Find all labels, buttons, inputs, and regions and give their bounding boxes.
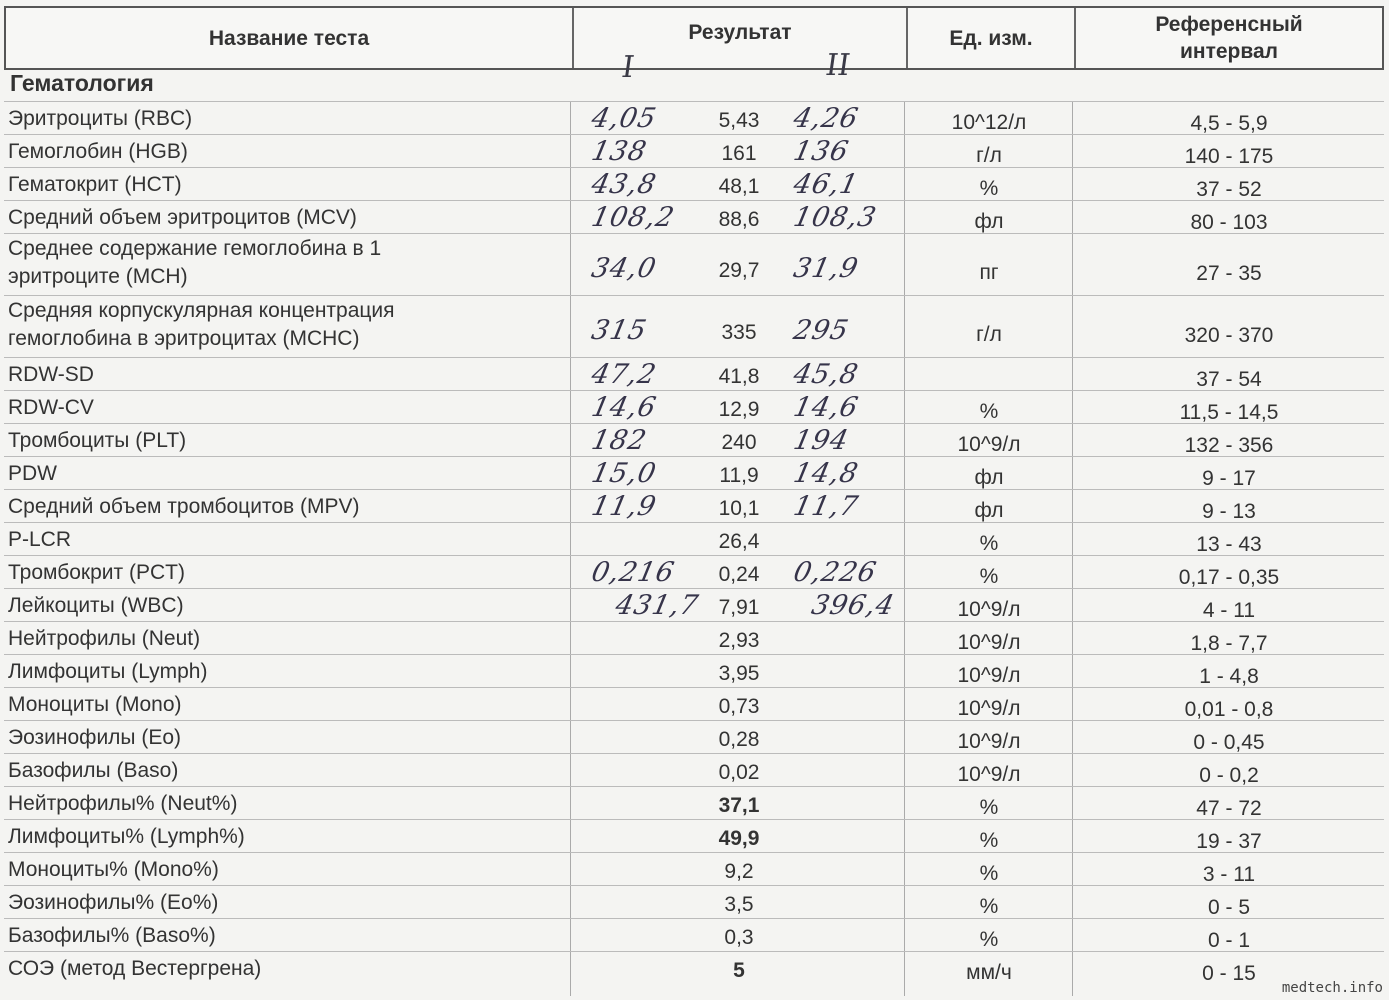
handwritten-column-1-marker: I xyxy=(619,50,637,85)
reference-interval: 19 - 37 xyxy=(1196,830,1262,853)
unit-value: фл xyxy=(974,210,1004,233)
handwritten-result-2: 136 xyxy=(790,136,852,167)
reference-interval: 1,8 - 7,7 xyxy=(1190,632,1268,655)
test-name-line1: Средняя корпускулярная концентрация xyxy=(8,299,395,322)
reference-interval: 0 - 0,2 xyxy=(1199,764,1259,787)
section-title: Гематология xyxy=(10,70,154,96)
reference-interval: 13 - 43 xyxy=(1196,533,1262,556)
test-name-line1: Лимфоциты (Lymph) xyxy=(8,660,208,683)
handwritten-result-1: 47,2 xyxy=(588,359,660,390)
handwritten-result-2: 295 xyxy=(790,315,852,346)
reference-interval: 9 - 17 xyxy=(1202,467,1256,490)
table-header xyxy=(4,6,1384,70)
test-name xyxy=(8,790,237,818)
test-name xyxy=(8,394,94,422)
unit-value: фл xyxy=(974,499,1004,522)
handwritten-result-2: 45,8 xyxy=(790,359,862,390)
unit-value: % xyxy=(979,796,999,819)
table-row xyxy=(4,295,1384,358)
test-name xyxy=(8,526,71,554)
handwritten-result-1: 431,7 xyxy=(612,590,702,621)
test-name-line1: Среднее содержание гемоглобина в 1 xyxy=(8,237,382,260)
unit-value: мм/ч xyxy=(966,961,1012,984)
reference-interval: 320 - 370 xyxy=(1184,324,1274,347)
reference-interval: 11,5 - 14,5 xyxy=(1179,401,1279,424)
test-name-line1: Эозинофилы% (Eo%) xyxy=(8,891,219,914)
unit-value: % xyxy=(979,177,999,200)
handwritten-result-2: 14,8 xyxy=(790,458,862,489)
test-name-line2: гемоглобина в эритроцитах (MCHC) xyxy=(8,327,360,350)
test-name-line1: Гемоглобин (HGB) xyxy=(8,140,188,163)
table-row xyxy=(4,786,1384,820)
test-name-line1: Базофилы% (Baso%) xyxy=(8,924,216,947)
reference-interval: 0,17 - 0,35 xyxy=(1178,566,1280,589)
result-value: 2,93 xyxy=(718,629,760,652)
test-name xyxy=(8,922,216,950)
result-value: 29,7 xyxy=(718,259,760,282)
unit-value: 10^9/л xyxy=(957,664,1021,687)
handwritten-result-1: 11,9 xyxy=(588,491,660,522)
header-test-name: Название теста xyxy=(208,26,370,50)
test-name-line1: Средний объем эритроцитов (MCV) xyxy=(8,206,357,229)
test-name-line1: Лейкоциты (WBC) xyxy=(8,594,184,617)
test-name-line1: Тромбоциты (PLT) xyxy=(8,429,187,452)
unit-value: % xyxy=(979,895,999,918)
result-value: 3,5 xyxy=(724,893,754,916)
table-row xyxy=(4,357,1384,391)
test-name-line1: Моноциты (Mono) xyxy=(8,693,182,716)
header-reference-line1: Референсный xyxy=(1155,13,1303,36)
unit-value: % xyxy=(979,862,999,885)
reference-interval: 37 - 52 xyxy=(1196,178,1262,201)
test-name xyxy=(8,625,200,653)
test-name xyxy=(8,757,178,785)
table-row xyxy=(4,588,1384,622)
reference-interval: 80 - 103 xyxy=(1190,211,1268,234)
reference-interval: 4 - 11 xyxy=(1202,599,1256,622)
result-value: 26,4 xyxy=(718,530,760,553)
table-row xyxy=(4,621,1384,655)
handwritten-result-1: 315 xyxy=(588,315,650,346)
table-row xyxy=(4,423,1384,457)
result-value: 0,73 xyxy=(718,695,760,718)
result-value: 7,91 xyxy=(718,596,760,619)
table-row xyxy=(4,134,1384,168)
result-value: 240 xyxy=(721,431,757,454)
table-row xyxy=(4,852,1384,886)
test-name-line1: Базофилы (Baso) xyxy=(8,759,179,782)
test-name xyxy=(8,823,245,851)
result-value: 88,6 xyxy=(718,208,760,231)
handwritten-result-1: 182 xyxy=(588,425,650,456)
reference-interval: 37 - 54 xyxy=(1196,368,1262,391)
table-row xyxy=(4,687,1384,721)
header-reference-line2: интервал xyxy=(1179,40,1279,63)
unit-value: % xyxy=(979,565,999,588)
test-name xyxy=(8,658,207,686)
reference-interval: 140 - 175 xyxy=(1184,145,1274,168)
test-name xyxy=(8,493,359,521)
table-row xyxy=(4,101,1384,135)
test-name-line2: эритроците (MCH) xyxy=(8,265,188,288)
header-reference xyxy=(1076,8,1382,68)
reference-interval: 1 - 4,8 xyxy=(1199,665,1259,688)
result-value: 11,9 xyxy=(719,464,759,487)
unit-value: 10^9/л xyxy=(957,697,1021,720)
table-row xyxy=(4,885,1384,919)
test-name-line1: СОЭ (метод Вестергрена) xyxy=(8,957,262,980)
test-name xyxy=(8,955,261,983)
result-value: 335 xyxy=(721,321,757,344)
unit-value: 10^9/л xyxy=(957,598,1021,621)
unit-value: % xyxy=(979,400,999,423)
table-row xyxy=(4,390,1384,424)
reference-interval: 132 - 356 xyxy=(1184,434,1274,457)
table-row xyxy=(4,522,1384,556)
result-value: 5 xyxy=(733,959,745,982)
handwritten-result-2: 14,6 xyxy=(790,392,862,423)
table-row xyxy=(4,555,1384,589)
handwritten-result-2: 4,26 xyxy=(790,103,862,134)
table-row xyxy=(4,167,1384,201)
test-name xyxy=(8,171,182,199)
handwritten-result-1: 108,2 xyxy=(588,202,678,233)
test-name-line1: Тромбокрит (PCT) xyxy=(8,561,185,584)
unit-value: фл xyxy=(974,466,1004,489)
handwritten-result-2: 194 xyxy=(790,425,852,456)
handwritten-result-1: 4,05 xyxy=(588,103,660,134)
test-name xyxy=(8,592,184,620)
test-name xyxy=(8,559,185,587)
test-name-line1: Лимфоциты% (Lymph%) xyxy=(8,825,245,848)
reference-interval: 0 - 0,45 xyxy=(1193,731,1265,754)
unit-value: 10^12/л xyxy=(951,111,1027,134)
reference-interval: 0 - 1 xyxy=(1207,929,1251,952)
unit-value: 10^9/л xyxy=(957,763,1021,786)
table-row xyxy=(4,456,1384,490)
handwritten-result-2: 11,7 xyxy=(790,491,862,522)
test-name xyxy=(8,138,188,166)
unit-value: пг xyxy=(979,261,999,284)
test-name-line1: RDW-SD xyxy=(8,363,94,386)
table-row xyxy=(4,200,1384,234)
test-name xyxy=(8,460,57,488)
unit-value: % xyxy=(979,928,999,951)
result-value: 0,28 xyxy=(718,728,760,751)
handwritten-result-2: 396,4 xyxy=(808,590,898,621)
reference-interval: 4,5 - 5,9 xyxy=(1190,112,1268,135)
result-value: 37,1 xyxy=(718,794,760,817)
handwritten-result-1: 138 xyxy=(588,136,650,167)
test-name-line1: Гематокрит (HCT) xyxy=(8,173,182,196)
test-name-line1: P-LCR xyxy=(8,528,72,551)
unit-value: % xyxy=(979,532,999,555)
test-name xyxy=(8,427,186,455)
unit-value: 10^9/л xyxy=(957,730,1021,753)
unit-value: % xyxy=(979,829,999,852)
result-value: 0,02 xyxy=(718,761,760,784)
handwritten-result-2: 46,1 xyxy=(790,169,862,200)
test-name-line1: RDW-CV xyxy=(8,396,94,419)
handwritten-column-2-marker: II xyxy=(823,48,853,83)
test-name-line1: PDW xyxy=(8,462,57,485)
handwritten-result-2: 108,3 xyxy=(790,202,880,233)
header-unit: Ед. изм. xyxy=(949,26,1033,50)
unit-value: 10^9/л xyxy=(957,433,1021,456)
result-value: 0,3 xyxy=(724,926,754,949)
test-name xyxy=(8,889,218,917)
reference-interval: 27 - 35 xyxy=(1196,262,1262,285)
test-name-line1: Нейтрофилы (Neut) xyxy=(8,627,201,650)
header-result: Результат xyxy=(688,20,792,44)
reference-interval: 0 - 5 xyxy=(1207,896,1251,919)
test-name-line1: Эозинофилы (Eo) xyxy=(8,726,182,749)
table-row xyxy=(4,720,1384,754)
table-row xyxy=(4,753,1384,787)
unit-value: 10^9/л xyxy=(957,631,1021,654)
test-name xyxy=(8,361,94,389)
result-value: 41,8 xyxy=(718,365,760,388)
table-row xyxy=(4,489,1384,523)
result-value: 49,9 xyxy=(718,827,760,850)
result-value: 48,1 xyxy=(718,175,760,198)
test-name xyxy=(8,856,219,884)
test-name xyxy=(8,297,395,353)
test-name xyxy=(8,691,182,719)
reference-interval: 0,01 - 0,8 xyxy=(1184,698,1274,721)
watermark: medtech.info xyxy=(1281,980,1383,996)
result-value: 161 xyxy=(721,142,757,165)
table-row xyxy=(4,918,1384,952)
table-row xyxy=(4,819,1384,853)
table-row xyxy=(4,654,1384,688)
test-name xyxy=(8,724,181,752)
result-value: 0,24 xyxy=(718,563,760,586)
test-name xyxy=(8,235,381,291)
result-value: 5,43 xyxy=(718,109,760,132)
handwritten-result-2: 31,9 xyxy=(790,253,862,284)
handwritten-result-1: 0,216 xyxy=(588,557,678,588)
handwritten-result-2: 0,226 xyxy=(790,557,880,588)
reference-interval: 9 - 13 xyxy=(1202,500,1256,523)
unit-value: г/л xyxy=(976,323,1002,346)
table-row xyxy=(4,233,1384,296)
test-name-line1: Эритроциты (RBC) xyxy=(8,107,193,130)
test-name-line1: Средний объем тромбоцитов (MPV) xyxy=(8,495,360,518)
result-value: 9,2 xyxy=(724,860,754,883)
reference-interval: 47 - 72 xyxy=(1196,797,1262,820)
handwritten-result-1: 34,0 xyxy=(588,253,660,284)
test-name xyxy=(8,204,357,232)
test-name-line1: Моноциты% (Mono%) xyxy=(8,858,219,881)
handwritten-result-1: 43,8 xyxy=(588,169,660,200)
result-value: 3,95 xyxy=(718,662,760,685)
handwritten-result-1: 15,0 xyxy=(588,458,660,489)
unit-value: г/л xyxy=(976,144,1002,167)
handwritten-result-1: 14,6 xyxy=(588,392,660,423)
test-name-line1: Нейтрофилы% (Neut%) xyxy=(8,792,238,815)
result-value: 12,9 xyxy=(718,398,760,421)
reference-interval: 0 - 15 xyxy=(1202,962,1256,985)
table-row xyxy=(4,951,1384,985)
reference-interval: 3 - 11 xyxy=(1202,863,1256,886)
result-value: 10,1 xyxy=(718,497,760,520)
test-name xyxy=(8,105,192,133)
